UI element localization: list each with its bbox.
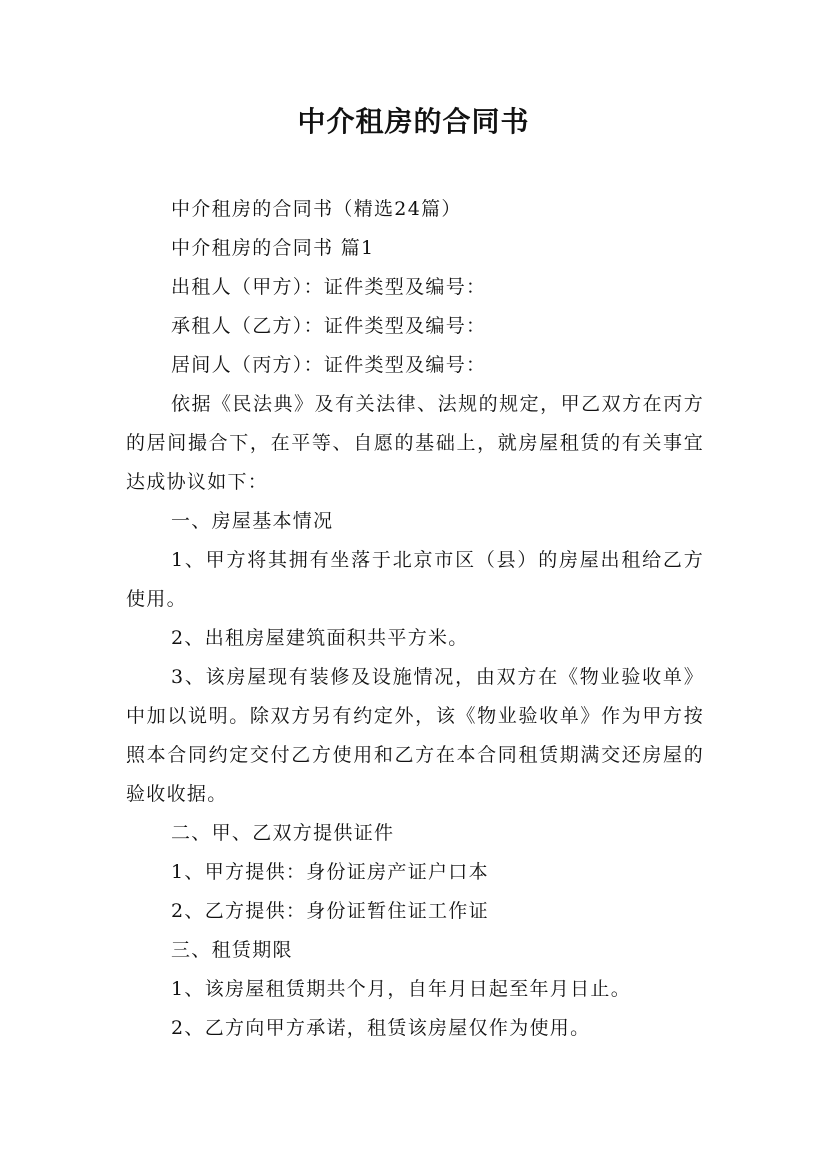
paragraph-heading-property: 一、房屋基本情况 [171, 510, 334, 532]
paragraph-heading-documents: 二、甲、乙双方提供证件 [171, 822, 395, 844]
document-body [126, 190, 704, 1048]
paragraph-intermediary: 居间人（丙方）：证件类型及编号： [171, 354, 487, 376]
paragraph-clause: 3、该房屋现有装修及设施情况，由双方在《物业验收单》中加以说明。除双方另有约定外，该《物业验收单》作为甲方按照本合同约定交付乙方使用和乙方在本合同租赁期满交还房屋的验收收据。 [126, 666, 704, 805]
paragraph-lessee: 承租人（乙方）：证件类型及编号： [171, 315, 487, 337]
document-title: 中介租房的合同书 [297, 105, 530, 138]
paragraph-clause: 2、乙方向甲方承诺，租赁该房屋仅作为使用。 [171, 1017, 591, 1039]
paragraph-preamble: 依据《民法典》及有关法律、法规的规定，甲乙双方在丙方的居间撮合下，在平等、自愿的基础上，就房屋租赁的有关事宜达成协议如下： [126, 393, 704, 493]
paragraph-heading-term: 三、租赁期限 [171, 939, 293, 961]
paragraph-clause: 1、甲方将其拥有坐落于北京市区（县）的房屋出租给乙方使用。 [126, 549, 704, 610]
paragraph-section-heading: 中介租房的合同书 篇1 [171, 237, 375, 259]
paragraph-clause: 2、乙方提供：身份证暂住证工作证 [171, 900, 489, 922]
paragraph-lessor: 出租人（甲方）：证件类型及编号： [171, 276, 487, 298]
paragraph-clause: 2、出租房屋建筑面积共平方米。 [171, 627, 469, 649]
paragraph-clause: 1、甲方提供：身份证房产证户口本 [171, 861, 489, 883]
paragraph-subtitle: 中介租房的合同书（精选24篇） [171, 198, 462, 220]
paragraph-clause: 1、该房屋租赁期共个月，自年月日起至年月日止。 [171, 978, 631, 1000]
